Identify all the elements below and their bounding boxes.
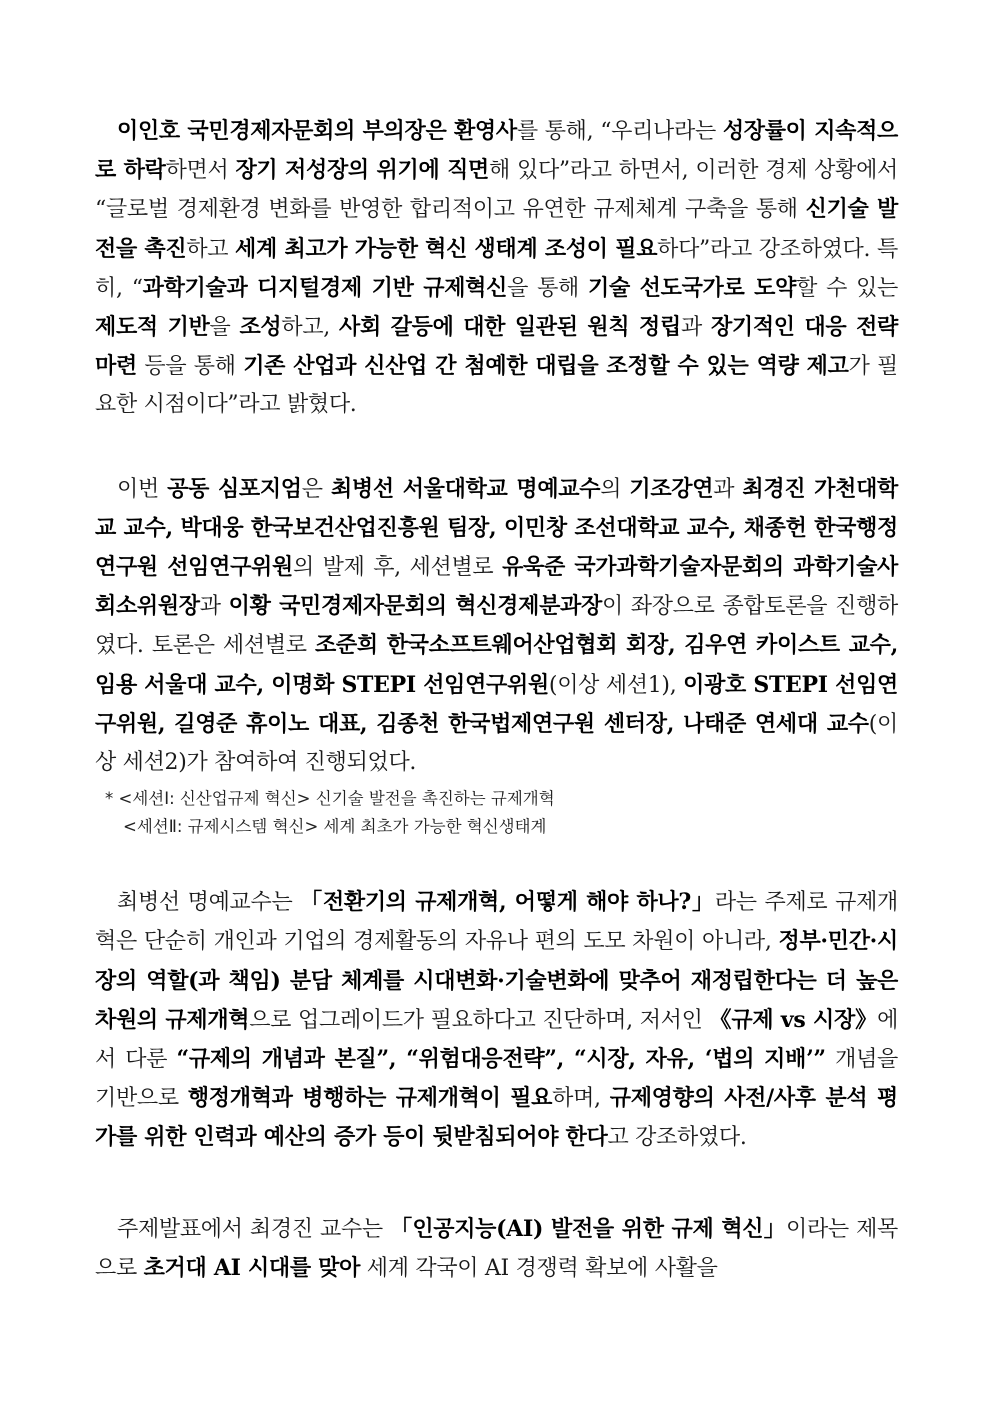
text-segment: 초거대 AI 시대를 맞아	[143, 1254, 361, 1281]
text-segment: 공동 심포지엄	[167, 475, 302, 502]
text-segment: 은	[301, 476, 331, 502]
text-segment: 이광호 STEPI 선임연구위원, 길영준 휴이노 대표, 김종천 한국법제연구원 센터장, 나태준 연세대 교수	[95, 671, 898, 737]
text-segment: 「전환기의 규제개혁, 어떻게 해야 하나?」	[300, 889, 715, 916]
document-page	[95, 112, 898, 1288]
text-segment: (이상 세션2)가 참여하여 진행되었다.	[95, 711, 898, 776]
text-segment: 이라는 제목으로	[95, 1216, 898, 1281]
text-segment: 을	[209, 315, 240, 341]
text-segment: 가 필요한 시점이다”라고 밝혔다.	[95, 354, 898, 418]
paragraph-presentation	[95, 1210, 898, 1288]
text-segment: 규제영향의 사전/사후 분석 평가를 위한 인력과 예산의 증가 등이 뒷받침되어야 한다	[95, 1085, 898, 1151]
text-segment: 환영사	[453, 118, 517, 144]
text-segment: 의 발제 후, 세션별로	[292, 555, 503, 581]
text-segment: 신기술 발전을 촉진	[95, 196, 899, 262]
text-segment: 과학기술과 디지털경제 기반 규제혁신	[142, 274, 508, 301]
text-segment: 고 강조하였다.	[607, 1125, 747, 1151]
text-segment: 하며,	[552, 1086, 610, 1112]
text-segment: 의	[600, 476, 630, 502]
text-segment: 과	[713, 476, 743, 502]
session-note-1: * <세션Ⅰ: 신산업규제 혁신> 신기술 발전을 촉진하는 규제개혁	[105, 789, 555, 809]
text-segment: 과	[680, 315, 711, 341]
text-segment: 과	[199, 594, 229, 620]
session-note-2: <세션Ⅱ: 규제시스템 혁신> 세계 최초가 가능한 혁신생태계	[123, 817, 547, 837]
text-segment: 등을 통해	[136, 354, 244, 380]
text-segment: 이황 국민경제자문회의 혁신경제분과장	[228, 593, 602, 620]
text-segment: 주제발표에서 최경진 교수는	[117, 1216, 391, 1242]
text-segment: 개념을 기반으로	[95, 1047, 898, 1112]
paragraph-welcome-speech	[95, 112, 898, 425]
text-segment: 행정개혁과 병행하는 규제개혁이 필요	[187, 1085, 553, 1112]
text-segment: 장기적인 대응 전략 마련	[95, 314, 898, 380]
text-segment: 에서 다룬	[95, 1007, 899, 1073]
text-segment: 최병선 서울대학교 명예교수	[330, 475, 601, 502]
text-segment: 를 통해, “우리나라는	[516, 119, 723, 144]
text-segment: 기조강연	[629, 475, 714, 502]
text-segment: 세계 최고가 가능한 혁신 생태계 조성이 필요	[235, 235, 658, 262]
text-segment: 기존 산업과 신산업 간 첨예한 대립을 조정할 수 있는 역량 제고	[243, 353, 849, 380]
text-segment: 하다”라고 강조하였다. 특히, “	[95, 236, 898, 301]
text-segment: “규제의 개념과 본질”, “위험대응전략”, “시장, 자유, ‘법의 지배’”	[176, 1046, 826, 1073]
text-segment: 이 좌장으로 종합토론을 진행하였다. 토론은 세션별로	[95, 594, 898, 659]
text-segment: 해 있다”라고 하면서, 이러한 경제 상황에서 “글로벌 경제환경 변화를 반영한 합리적이고 유연한 규제체계 구축을 통해	[95, 158, 898, 223]
text-segment: 이번	[117, 476, 168, 502]
text-segment: 유욱준 국가과학기술자문회의 과학기술사회소위원장	[95, 554, 898, 620]
text-segment: 을 통해	[507, 275, 589, 301]
text-segment: 세계 각국이 AI 경쟁력 확보에 사활을	[360, 1255, 718, 1281]
paragraph-keynote	[95, 883, 898, 1157]
text-segment: 하고	[186, 236, 236, 262]
text-segment: 최병선 명예교수는	[117, 890, 301, 916]
paragraph-symposium-overview	[95, 470, 898, 783]
text-segment: 성장률이 지속적으로 하락	[95, 118, 898, 184]
text-segment: 장기 저성장의 위기에 직면	[235, 157, 490, 184]
text-segment: 조성	[239, 314, 282, 341]
text-segment: 으로 업그레이드가 필요하다고 진단하며, 저서인	[249, 1007, 710, 1033]
text-segment: (이상 세션1),	[548, 672, 684, 698]
text-segment: 정부·민간·시장의 역할(과 책임) 분담 체계를 시대변화·기술변화에 맞추어 재정립한다는 더 높은 차원의 규제개혁	[95, 928, 898, 1033]
text-segment: 기술 선도국가로 도약	[588, 274, 797, 301]
text-segment: 최경진 가천대학교 교수, 박대웅 한국보건산업진흥원 팀장, 이민창 조선대학교 교수, 채종헌 한국행정연구원 선임연구위원	[95, 475, 898, 581]
text-segment: 하고,	[281, 315, 340, 341]
text-segment: 라는 주제로 규제개혁은 단순히 개인과 기업의 경제활동의 자유나 편의 도모 차원이 아니라,	[95, 890, 898, 955]
text-segment: 이인호 국민경제자문회의 부의장은	[117, 118, 454, 144]
text-segment: 「인공지능(AI) 발전을 위한 규제 혁신」	[390, 1215, 786, 1242]
text-segment: 조준희 한국소프트웨어산업협회 회장, 김우연 카이스트 교수, 임용 서울대 교수, 이명화 STEPI 선임연구위원	[95, 632, 898, 698]
text-segment: 하면서	[165, 158, 236, 184]
text-segment: 사회 갈등에 대한 일관된 원칙 정립	[339, 314, 681, 341]
text-segment: 《규제 vs 시장》	[709, 1006, 878, 1033]
text-segment: 할 수 있는	[796, 275, 898, 301]
text-segment: 제도적 기반	[95, 314, 210, 341]
